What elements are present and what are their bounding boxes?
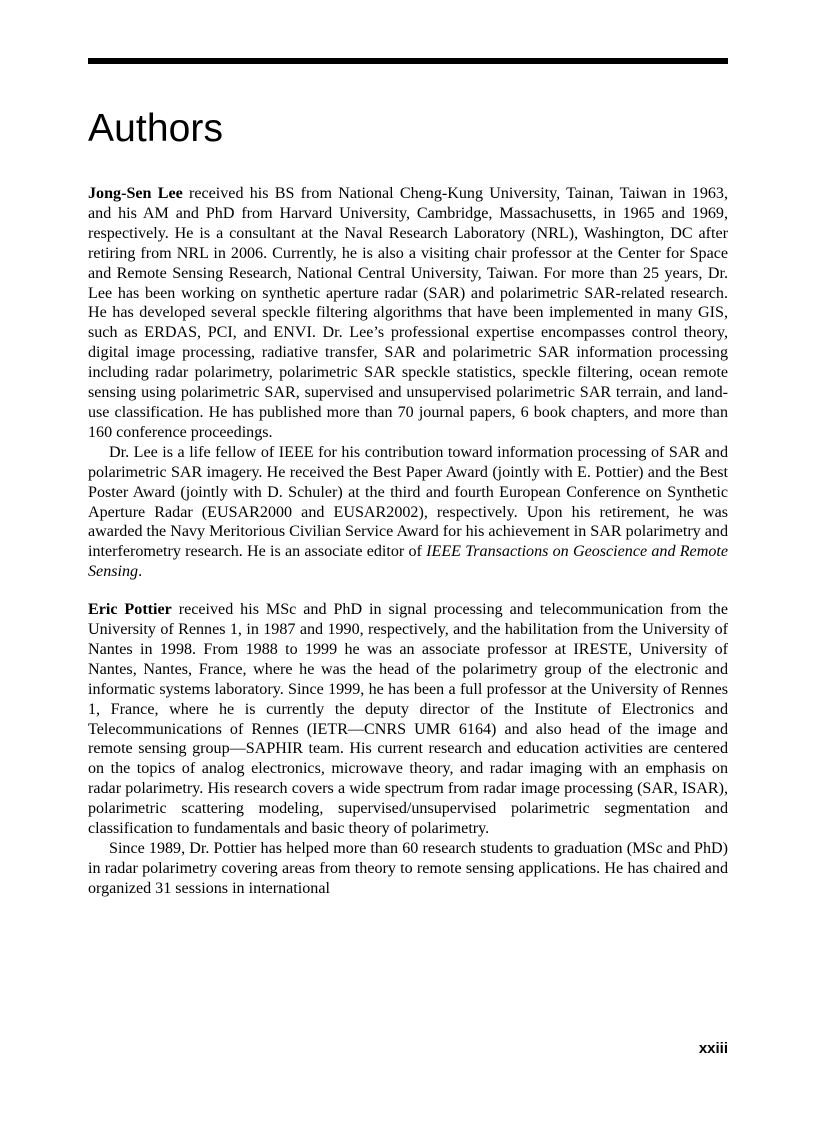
bio-paragraph-text: received his MSc and PhD in signal processing and telecommunication from the University of Rennes 1, in 1987 and 1990, respectively, and the habilitation from the University of Nantes in 1998. From 1988 to 1999 he was an associate professor at IRESTE, University of Nantes, Nantes, France, where he was the head of the polarimetry group of the electronic and informatic systems laboratory. Since 1999, he has been a full professor at the University of Rennes 1, France, where he is currently the deputy director of the Institute of Electronics and Telecommunications of Rennes (IETR—CNRS UMR 6164) and also head of the image and remote sensing group—SAPHIR team. His current research and education activities are centered on the topics of analog electronics, microwave theory, and radar imaging with an emphasis on radar polarimetry. His research covers a wide spectrum from radar image processing (SAR, ISAR), polarimetric scattering modeling, supervised/unsupervised polarimetric segmentation and classification to fundamentals and basic theory of polarimetry. bbox=[88, 601, 728, 838]
bio-paragraph bbox=[88, 600, 728, 839]
bio-paragraph bbox=[88, 184, 728, 443]
bio-paragraph-text: Dr. Lee is a life fellow of IEEE for his contribution toward information processing of SAR and polarimetric SAR imagery. He received the Best Paper Award (jointly with E. Pottier) and the Best Poster Award (jointly with D. Schuler) at the third and fourth European Conference on Synthetic Aperture Radar (EUSAR2000 and EUSAR2002), respectively. Upon his retirement, he was awarded the Navy Meritorious Civilian Service Award for his achievement in SAR polarimetry and interferometry research. He is an associate editor of bbox=[88, 443, 728, 561]
bio-paragraph-text: received his BS from National Cheng-Kung University, Tainan, Taiwan in 1963, and his AM and PhD from Harvard University, Cambridge, Massachusetts, in 1965 and 1969, respectively. He is a consultant at the Naval Research Laboratory (NRL), Washington, DC after retiring from NRL in 2006. Currently, he is also a visiting chair professor at the Center for Space and Remote Sensing Research, National Central University, Taiwan. For more than 25 years, Dr. Lee has been working on synthetic aperture radar (SAR) and polarimetric SAR-related research. He has developed several speckle filtering algorithms that have been implemented in many GIS, such as ERDAS, PCI, and ENVI. Dr. Lee’s professional expertise encompasses control theory, digital image processing, radiative transfer, SAR and polarimetric SAR information processing including radar polarimetry, polarimetric SAR speckle statistics, speckle filtering, ocean remote sensing using polarimetric SAR, supervised and unsupervised polarimetric SAR terrain, and land-use classification. He has published more than 70 journal papers, 6 book chapters, and more than 160 conference proceedings. bbox=[88, 185, 728, 441]
page-number: xxiii bbox=[698, 1040, 728, 1057]
author-name: Eric Pottier bbox=[88, 601, 172, 619]
author-bio-eric-pottier bbox=[88, 600, 728, 899]
page-content bbox=[88, 58, 728, 899]
bio-paragraph bbox=[88, 443, 728, 582]
author-name: Jong-Sen Lee bbox=[88, 185, 183, 202]
bio-paragraph-text-tail: . bbox=[138, 563, 143, 581]
author-bio-jong-sen-lee bbox=[88, 184, 728, 582]
bio-paragraph-text: Since 1989, Dr. Pottier has helped more than 60 research students to graduation (MSc and PhD) in radar polarimetry covering areas from theory to remote sensing applications. He has chaired and organized 31 sessions in international bbox=[88, 840, 728, 897]
bio-paragraph bbox=[88, 839, 728, 899]
page-title: Authors bbox=[88, 107, 224, 150]
journal-title: IEEE Transactions on Geoscience and Remote Sensing bbox=[88, 543, 728, 581]
header-rule bbox=[88, 58, 728, 64]
